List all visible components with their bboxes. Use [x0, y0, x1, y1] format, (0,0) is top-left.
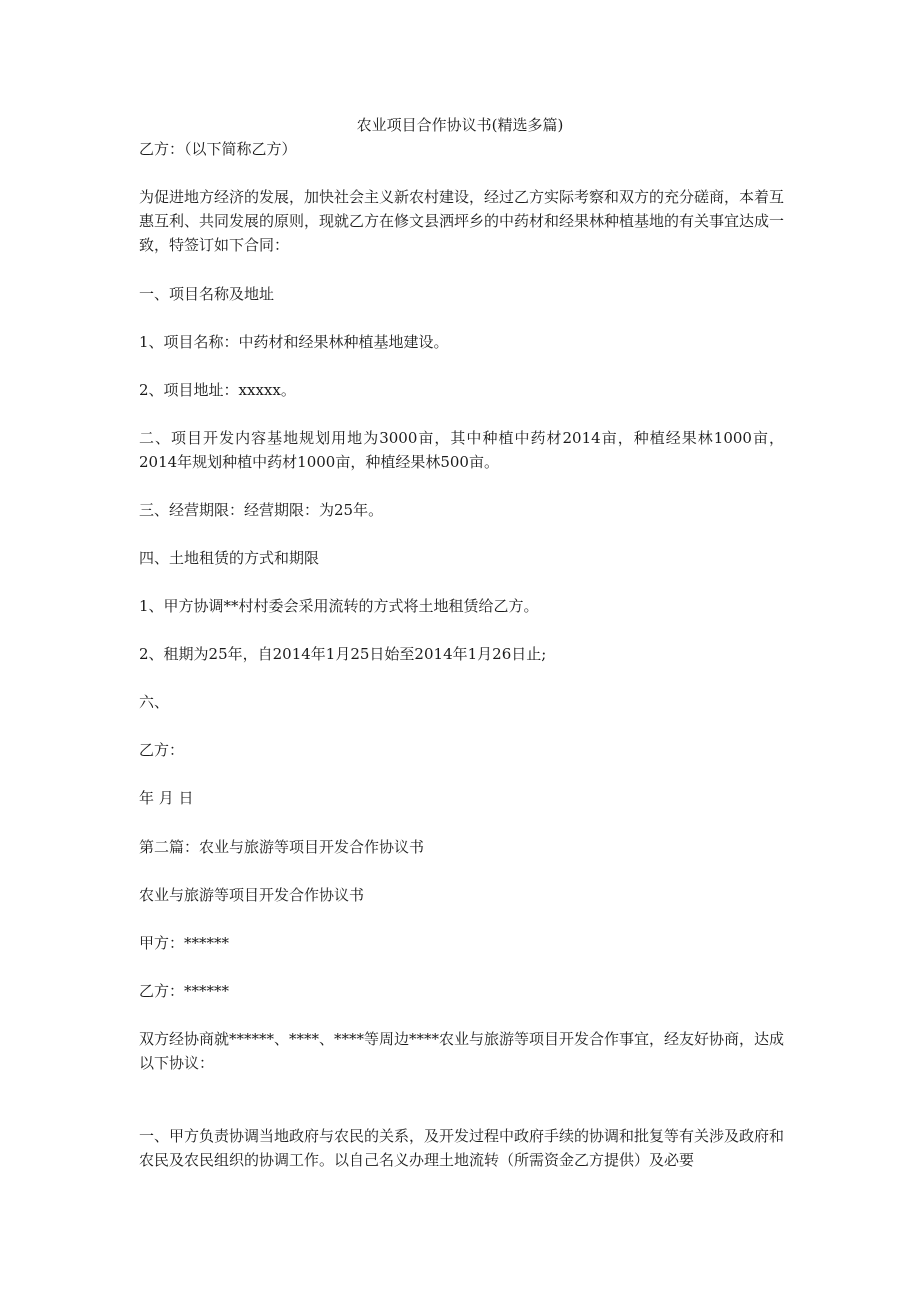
agreement-preamble: 双方经协商就******、****、****等周边****农业与旅游等项目开发合作事宜，经友好协商，达成以下协议：: [139, 1030, 785, 1072]
development-content-paragraph: 二、项目开发内容基地规划用地为3000亩，其中种植中药材2014亩，种植经果林1000亩，2014年规划种植中药材1000亩，种植经果林500亩。: [139, 429, 784, 471]
party-b-line: 乙方：******: [139, 982, 230, 1000]
document-title: 农业项目合作协议书(精选多篇): [356, 116, 564, 134]
second-article-title: 农业与旅游等项目开发合作协议书: [139, 886, 365, 904]
section-heading-6: 六、: [139, 693, 170, 711]
land-lease-clause-1: 1、甲方协调**村村委会采用流转的方式将土地租赁给乙方。: [139, 597, 539, 615]
project-name-clause: 1、项目名称：中药材和经果林种植基地建设。: [139, 333, 449, 351]
party-a-line: 甲方：******: [139, 934, 230, 952]
date-line: 年 月 日: [139, 789, 194, 807]
clause-1-paragraph: 一、甲方负责协调当地政府与农民的关系，及开发过程中政府手续的协调和批复等有关涉及政府和农民及农民组织的协调工作。以自己名义办理土地流转（所需资金乙方提供）及必要: [139, 1127, 785, 1169]
land-lease-clause-2: 2、租期为25年，自2014年1月25日始至2014年1月26日止;: [139, 645, 547, 663]
section-heading-4: 四、土地租赁的方式和期限: [139, 549, 320, 567]
party-b-header: 乙方：（以下简称乙方）: [139, 140, 297, 158]
party-b-signature-line: 乙方：: [139, 741, 185, 759]
operation-term-clause: 三、经营期限：经营期限：为25年。: [139, 501, 384, 519]
section-heading-1: 一、项目名称及地址: [139, 285, 275, 303]
second-article-heading: 第二篇：农业与旅游等项目开发合作协议书: [139, 838, 425, 856]
project-address-clause: 2、项目地址：xxxxx。: [139, 381, 296, 399]
preamble-paragraph: 为促进地方经济的发展，加快社会主义新农村建设，经过乙方实际考察和双方的充分磋商，本着互惠互利、共同发展的原则，现就乙方在修文县洒坪乡的中药材和经果林种植基地的有关事宜达成一致，特签订如下合同：: [139, 188, 785, 254]
